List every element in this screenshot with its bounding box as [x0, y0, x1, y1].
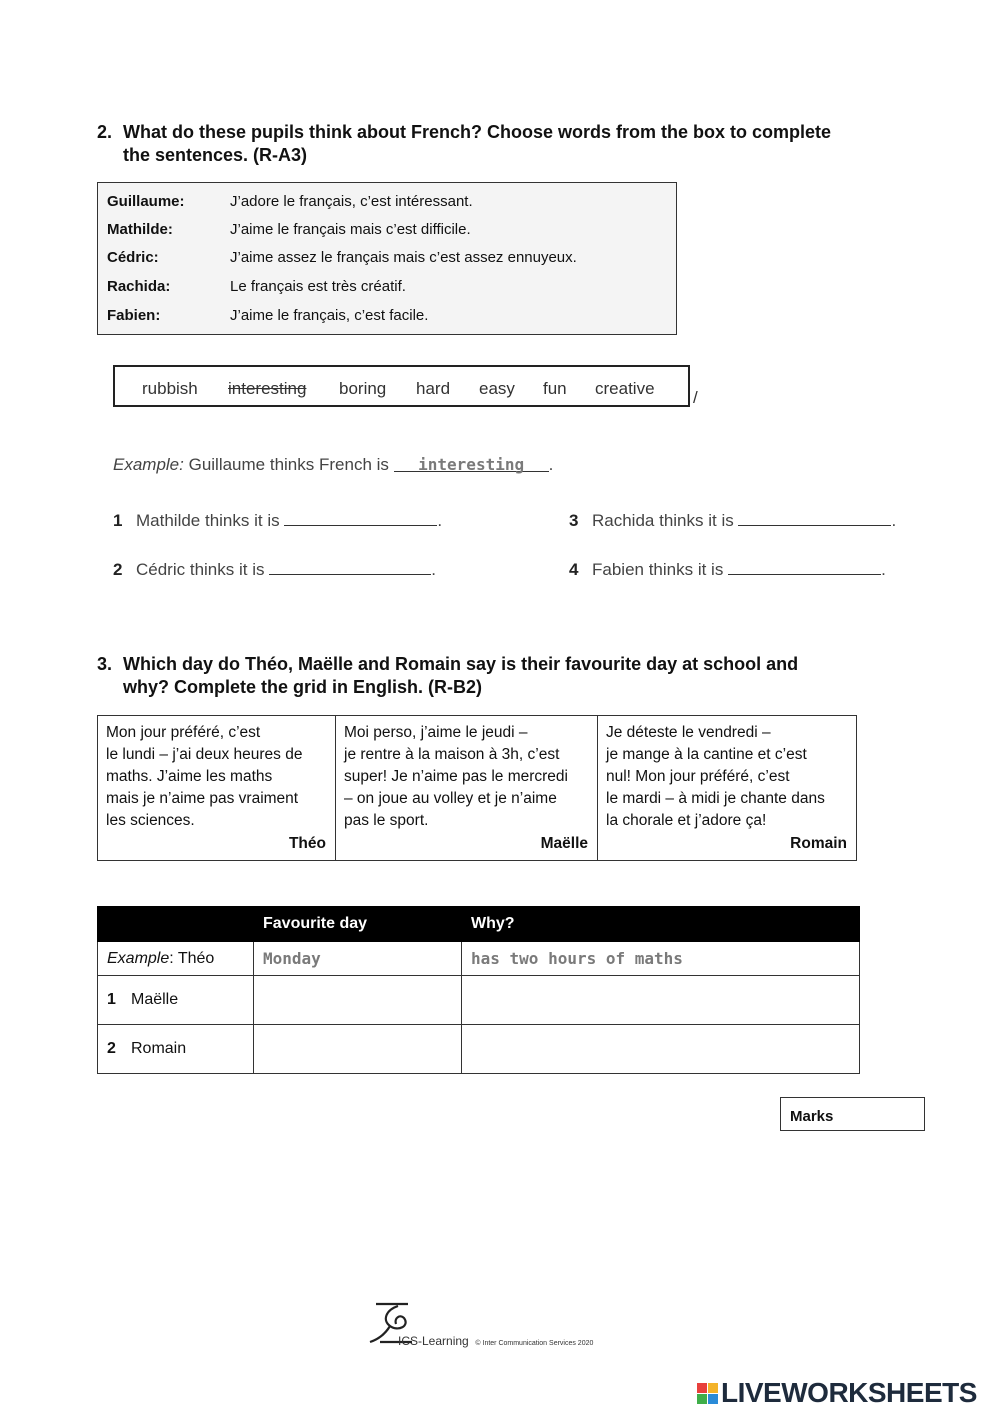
table-row: [98, 942, 860, 976]
question-number: 3.: [97, 654, 113, 674]
question-2-heading: [97, 121, 957, 167]
pupil-name: Rachida:: [107, 278, 171, 295]
reading-text-cell: [98, 716, 336, 860]
example-label: Example:: [113, 455, 184, 474]
speaker-name: Théo: [288, 835, 326, 852]
row-number: 1: [107, 991, 116, 1008]
word-option: rubbish: [142, 379, 198, 398]
sentence-number: 3: [569, 511, 579, 530]
row-name: Romain: [131, 1040, 187, 1057]
row-name: Maëlle: [131, 991, 179, 1008]
table-header-row: [98, 907, 860, 942]
day-answer-cell[interactable]: [254, 1025, 462, 1074]
sentence-end: .: [881, 560, 886, 579]
example-why: has two hours of maths: [471, 948, 683, 968]
table-header: Favourite day: [254, 907, 462, 942]
speaker-name: Romain: [790, 835, 847, 852]
why-answer-cell[interactable]: [462, 1025, 860, 1074]
marks-box: [780, 1097, 925, 1131]
word-option: hard: [416, 379, 451, 398]
answer-blank[interactable]: [738, 509, 891, 526]
reading-text: Mon jour préféré, c’est le lundi – j’ai deux heures de maths. J’aime les maths mais je n’aime pas vraiment les sciences.: [106, 724, 303, 829]
word-option: creative: [595, 379, 655, 398]
row-label: [98, 976, 254, 1025]
example-name: : Théo: [169, 949, 215, 967]
sentence-end: .: [431, 560, 436, 579]
pupil-name: Cédric:: [107, 249, 159, 266]
word-box: [113, 365, 690, 407]
quote-text: Le français est très créatif.: [230, 278, 406, 295]
quote-text: J’aime assez le français mais c’est assez ennuyeux.: [230, 249, 577, 266]
reading-texts-grid: [97, 715, 857, 861]
reading-text-cell: [336, 716, 598, 860]
sentence-end: .: [891, 511, 897, 530]
question-title-line1: What do these pupils think about French? Choose words from the box to complete: [123, 122, 832, 142]
footer-logo: [368, 1296, 668, 1356]
answer-blank[interactable]: [728, 558, 881, 575]
word-option-used: interesting: [228, 379, 307, 398]
sentence-text: Cédric thinks it is: [136, 560, 265, 579]
pupil-name: Fabien:: [107, 307, 161, 324]
quote-text: J’aime le français mais c’est difficile.: [230, 221, 471, 238]
why-cell: [462, 942, 860, 976]
example-answer: interesting: [418, 455, 525, 474]
example-text: Guillaume thinks French is: [183, 455, 394, 474]
sentence-number: 1: [113, 511, 123, 530]
row-number: 2: [107, 1040, 116, 1057]
sentence-item: [569, 509, 896, 531]
day-answer-cell[interactable]: [254, 976, 462, 1025]
example-day: Monday: [263, 948, 321, 968]
reading-text-cell: [598, 716, 856, 860]
answer-table: [97, 906, 860, 1074]
sentence-item: [113, 509, 442, 531]
liveworksheets-wordmark: LIVEWORKSHEETS: [721, 1377, 977, 1408]
question-3-heading: [97, 653, 957, 699]
sentence-text: Rachida thinks it is: [592, 511, 734, 530]
sentence-item: [113, 558, 436, 580]
example-sentence: [113, 455, 553, 475]
example-label: Example: [107, 949, 170, 967]
row-label: [98, 1025, 254, 1074]
sentence-text: Mathilde thinks it is: [136, 511, 280, 530]
quote-text: J’aime le français, c’est facile.: [230, 307, 429, 324]
speaker-name: Maëlle: [540, 835, 588, 852]
question-title-line2: the sentences. (R-A3): [123, 145, 308, 165]
example-answer-blank: [394, 455, 549, 472]
answer-blank[interactable]: [269, 558, 431, 575]
marks-label: Marks: [790, 1108, 834, 1125]
question-title-line2: why? Complete the grid in English. (R-B2): [123, 677, 483, 697]
word-option: boring: [339, 379, 387, 398]
stray-mark: /: [693, 388, 698, 407]
answer-blank[interactable]: [284, 509, 437, 526]
pupil-name: Mathilde:: [107, 221, 173, 238]
sentence-end: .: [437, 511, 443, 530]
footer-text: [398, 1334, 593, 1348]
row-label: [98, 942, 254, 976]
sentence-number: 4: [569, 560, 579, 579]
footer-brand: ICS-Learning: [398, 1334, 469, 1348]
liveworksheets-icon: [697, 1383, 718, 1404]
day-cell: [254, 942, 462, 976]
reading-text: Moi perso, j’aime le jeudi – je rentre à la maison à 3h, c’est super! Je n’aime pas le mercredi – on joue au volley et je n’aime pas le sport.: [344, 724, 568, 829]
word-option: fun: [543, 379, 567, 398]
sentence-text: Fabien thinks it is: [592, 560, 724, 579]
quote-text: J’adore le français, c’est intéressant.: [230, 193, 473, 210]
question-number: 2.: [97, 122, 113, 142]
reading-text: Je déteste le vendredi – je mange à la cantine et c’est nul! Mon jour préféré, c’est le mardi – à midi je chante dans la chorale et j’adore ça!: [606, 724, 825, 829]
word-option: easy: [479, 379, 515, 398]
table-row: [98, 976, 860, 1025]
table-header: Why?: [462, 907, 860, 942]
why-answer-cell[interactable]: [462, 976, 860, 1025]
sentence-end: .: [548, 455, 554, 474]
sentence-number: 2: [113, 560, 123, 579]
pupil-name: Guillaume:: [107, 193, 185, 210]
footer-copyright: © Inter Communication Services 2020: [475, 1340, 594, 1347]
question-title-line1: Which day do Théo, Maëlle and Romain say is their favourite day at school and: [123, 654, 799, 674]
quote-box: [97, 182, 677, 335]
table-header: [98, 907, 254, 942]
liveworksheets-logo[interactable]: [697, 1378, 977, 1408]
table-row: [98, 1025, 860, 1074]
sentence-item: [569, 558, 886, 580]
